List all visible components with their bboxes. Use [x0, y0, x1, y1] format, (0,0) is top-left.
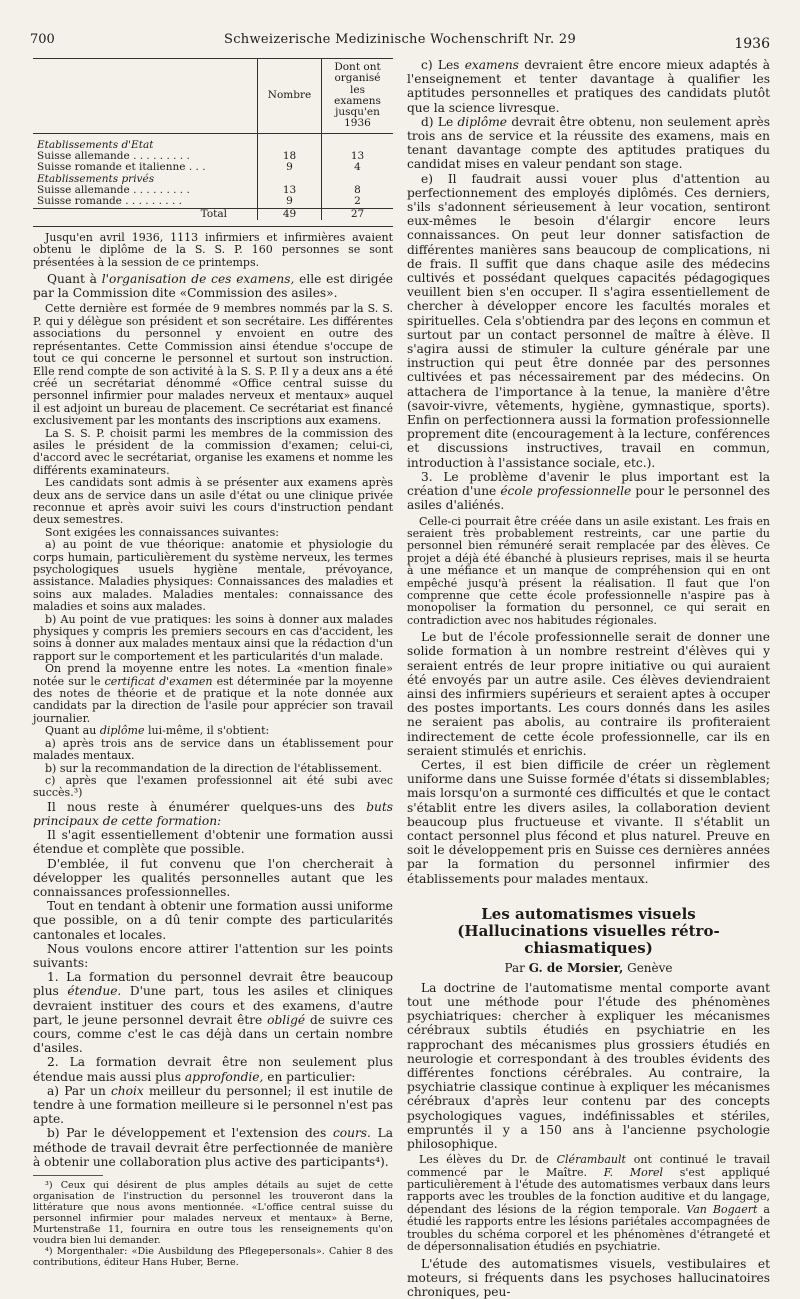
- paragraph: b) sur la recommandation de la direction de l'établissement.: [33, 763, 393, 775]
- section-etat: Etablissements d'Etat: [33, 140, 258, 151]
- footnote: ⁴) Morgenthaler: «Die Ausbildung des Pflegepersonals». Cahier 8 des contributions, éditeur Hans Huber, Berne.: [33, 1246, 393, 1268]
- paragraph: Les candidats sont admis à se présenter aux examens après deux ans de service dans un asile d'état ou une clinique privée reconnue et après avoir suivi les cours d'instruction pendant deux semestres.: [33, 477, 393, 527]
- table-row: Suisse allemande . . . . . . . . . 13 8: [33, 185, 393, 196]
- footnote-separator: [33, 1175, 103, 1176]
- table-bottom-rule: [33, 226, 393, 227]
- footnote: ³) Ceux qui désirent de plus amples détails au sujet de cette organisation de l'instruction du personnel les trouveront dans la littérature que nous avons mentionnée. «L'office central suisse du personnel infirmier pour malades nerveux et mentaux» à Berne, Murtenstraße 11, fournira en outre tous les renseignements qu'on voudra bien lui demander.: [33, 1180, 393, 1246]
- paragraph: Quant au diplôme lui-même, il s'obtient:: [33, 725, 393, 737]
- paragraph: Quant à l'organisation de ces examens, elle est dirigée par la Commission dite «Commission des asiles».: [33, 272, 393, 300]
- article-byline: Par G. de Morsier, Genève: [407, 961, 770, 975]
- paragraph: L'étude des automatismes visuels, vestibulaires et moteurs, si fréquents dans les psychoses hallucinatoires chroniques, peu-: [407, 1257, 770, 1299]
- paragraph: La doctrine de l'automatisme mental comporte avant tout une méthode pour l'étude des phénomènes psychiatriques: chercher à expliquer les mécanismes cérébraux subtils étudiés en psychiatrie en les rapprochant des mécanismes plus grossiers étudiés en neurologie et correspondant à des troubles évidents des différentes fonctions cérébrales. Au contraire, la psychiatrie classique continue à expliquer les mécanismes cérébraux d'après leur contenu par des concepts psychologiques vagues, indéfinissables et stériles, empruntés il y a 150 ans à l'ancienne psychologie philosophique.: [407, 981, 770, 1151]
- table-row: Suisse romande et italienne . . . 9 4: [33, 162, 393, 173]
- paragraph: Le but de l'école professionnelle serait de donner une solide formation à un nombre restreint d'élèves qui y seraient entrés de leur propre initiative ou qui auraient été envoyés par un autre asile. Ces élèves deviendraient ainsi des infirmiers supérieurs et seraient aptes à occuper des postes importants. Les cours donnés dans les asiles ne seraient pas abolis, au contraire ils profiteraient indirectement de cette école professionnelle, car ils en seraient stimulés et enrichis.: [407, 630, 770, 758]
- paragraph: e) Il faudrait aussi vouer plus d'attention au perfectionnement des employés diplômés. Ces derniers, s'ils s'adonnent sérieusement à leur vocation, sentiront eux-mêmes le besoin d'élargir encore leurs connaissances. On peut leur donner satisfaction de différentes manières sans beaucoup de complications, ni de frais. Il suffit que dans chaque asile des médecins cultivés et possédant quelques capacités pédagogiques veuillent bien s'en occuper. Il s'agira essentiellement de chercher à développer encore les facultés morales et spirituelles. Cela s'obtiendra par des leçons en commun et surtout par un contact personnel de maître à élève. Il s'agira aussi de stimuler la culture générale par une instruction qui peut être donnée par des personnes cultivées et pas nécessairement par des médecins. On attachera de l'importance à la tenue, la manière d'être (savoir-vivre, vêtements, hygiène, gymnastique, sports). Enfin on perfectionnera aussi la formation professionnelle proprement dite (encouragement à la lecture, conférences et discussions instructives, travail en commun, introduction à l'assistance sociale, etc.).: [407, 172, 770, 470]
- paragraph: c) Les examens devraient être encore mieux adaptés à l'enseignement et tenter davantage à qualifier les aptitudes personnelles et pratiques des candidats plutôt que la science livresque.: [407, 58, 770, 115]
- page-header: [30, 32, 770, 52]
- right-column: [407, 58, 770, 1299]
- paragraph: c) après que l'examen professionnel ait été subi avec succès.³): [33, 775, 393, 800]
- paragraph: a) Par un choix meilleur du personnel; il est inutile de tendre à une formation meilleure si le personnel n'est pas apte.: [33, 1084, 393, 1127]
- paragraph: a) après trois ans de service dans un établissement pour malades mentaux.: [33, 738, 393, 763]
- statistics-table: [33, 58, 393, 220]
- article-title: Les automatismes visuels (Hallucinations visuelles rétro-chiasmatiques): [407, 906, 770, 957]
- paragraph: Nous voulons encore attirer l'attention sur les points suivants:: [33, 942, 393, 970]
- section-prives: Etablissements privés: [33, 174, 258, 185]
- paragraph: Il nous reste à énumérer quelques-uns des buts principaux de cette formation:: [33, 800, 393, 828]
- paragraph: Tout en tendant à obtenir une formation aussi uniforme que possible, on a dû tenir compte des particularités cantonales et locales.: [33, 899, 393, 942]
- paragraph: 2. La formation devrait être non seulement plus étendue mais aussi plus approfondie, en particulier:: [33, 1055, 393, 1083]
- paragraph: Il s'agit essentiellement d'obtenir une formation aussi étendue et complète que possible.: [33, 828, 393, 856]
- paragraph: Sont exigées les connaissances suivantes:: [33, 527, 393, 539]
- paragraph: Celle-ci pourrait être créée dans un asile existant. Les frais en seraient très probablement restreints, car une partie du personnel bien rémunéré serait remplacée par des élèves. Ce projet a déjà été ébanché à plusieurs reprises, mais il se heurta à une méfiance et un manque de compréhension qui en ont empêché jusqu'à présent la réalisation. Il faut que l'on comprenne que cette école professionnelle n'aspire pas à monopoliser la formation du personnel, ce qui serait en contradiction avec nos habitudes régionales.: [407, 516, 770, 628]
- paragraph: 3. Le problème d'avenir le plus important est la création d'une école professionnelle pour le personnel des asiles d'aliénés.: [407, 470, 770, 513]
- paragraph: On prend la moyenne entre les notes. La «mention finale» notée sur le certificat d'examen est déterminée par la moyenne des notes de théorie et de pratique et la note donnée aux candidats par la direction de l'asile pour apprécier son travail journalier.: [33, 663, 393, 725]
- table-row: Suisse allemande . . . . . . . . . 18 13: [33, 151, 393, 162]
- paragraph: 1. La formation du personnel devrait être beaucoup plus étendue. D'une part, tous les asiles et cliniques devraient instituer des cours et des examens, d'autre part, le jeune personnel devrait être obligé de suivre ces cours, comme c'est le cas déjà dans un certain nombre d'asiles.: [33, 970, 393, 1055]
- journal-title: Schweizerische Medizinische Wochenschrift Nr. 29: [30, 32, 770, 47]
- year: 1936: [734, 36, 770, 52]
- col-header-nombre: Nombre: [258, 59, 322, 134]
- paragraph: a) au point de vue théorique: anatomie et physiologie du corps humain, particulièrement du système nerveux, les termes psychologiques usuels hygiène mentale, prévoyance, assistance. Maladies physiques: Connaissances des maladies et soins aux malades. Maladies mentales: connaissance des maladies et soins aux malades.: [33, 539, 393, 613]
- table-total-row: Total 49 27: [33, 208, 393, 220]
- left-column: [33, 58, 393, 1268]
- table-row: Suisse romande . . . . . . . . . 9 2: [33, 196, 393, 208]
- paragraph: d) Le diplôme devrait être obtenu, non seulement après trois ans de service et la réussite des examens, mais en tenant davantage compte des aptitudes pratiques du candidat mises en valeur pendant son stage.: [407, 115, 770, 172]
- paragraph: Jusqu'en avril 1936, 1113 infirmiers et infirmières avaient obtenu le diplôme de la S. S. P. 160 personnes se sont présentées à la session de ce printemps.: [33, 232, 393, 269]
- paragraph: D'emblée, il fut convenu que l'on chercherait à développer les qualités personnelles autant que les connaissances professionnelles.: [33, 857, 393, 900]
- paragraph: b) Par le développement et l'extension des cours. La méthode de travail devrait être perfectionnée de manière à obtenir une collaboration plus active des participants⁴).: [33, 1126, 393, 1169]
- paragraph: b) Au point de vue pratiques: les soins à donner aux malades physiques y compris les premiers secours en cas d'accident, les soins à donner aux malades mentaux ainsi que la rédaction d'un rapport sur le comportement et les particularités d'un malade.: [33, 614, 393, 664]
- col-header-dont: Dont ont organisé les examens jusqu'en 1936: [322, 59, 394, 134]
- paragraph: Les élèves du Dr. de Clérambault ont continué le travail commencé par le Maître. F. Morel s'est appliqué particulièrement à l'étude des automatismes verbaux dans leurs rapports avec les troubles de la fonction auditive et du langage, dépendant des lésions de la région temporale. Van Bogaert a étudié les rapports entre les lésions pariétales accompagnées de troubles du schéma corporel et les phénomènes d'étrangeté et de dépersonnalisation étudiés en psychiatrie.: [407, 1154, 770, 1253]
- paragraph: Certes, il est bien difficile de créer un règlement uniforme dans une Suisse formée d'états si dissemblables; mais lorsqu'on a surmonté ces difficultés et que le contact s'établit entre les divers asiles, la collaboration devient beaucoup plus fructueuse et vivante. Il s'établit un contact personnel plus fécond et plus naturel. Preuve en soit le développement pris en Suisse ces dernières années par la formation du personnel infirmier des établissements pour malades mentaux.: [407, 758, 770, 886]
- paragraph: La S. S. P. choisit parmi les membres de la commission des asiles le président de la commission d'examen; celui-ci, d'accord avec le secrétariat, organise les examens et nomme les différents examinateurs.: [33, 428, 393, 478]
- paragraph: Cette dernière est formée de 9 membres nommés par la S. S. P. qui y délègue son président et son secrétaire. Les différentes associations du personnel y envoient en outre des représentantes. Cette Commission ainsi étendue s'occupe de tout ce qui concerne le personnel et surtout son instruction. Elle rend compte de son activité à la S. S. P. Il y a deux ans a été créé un secrétariat dénommé «Office central suisse du personnel infirmier pour malades nerveux et mentaux» auquel il est adjoint un bureau de placement. Ce secrétariat est financé exclusivement par les montants des inscriptions aux examens.: [33, 303, 393, 427]
- page-number: 700: [30, 32, 55, 47]
